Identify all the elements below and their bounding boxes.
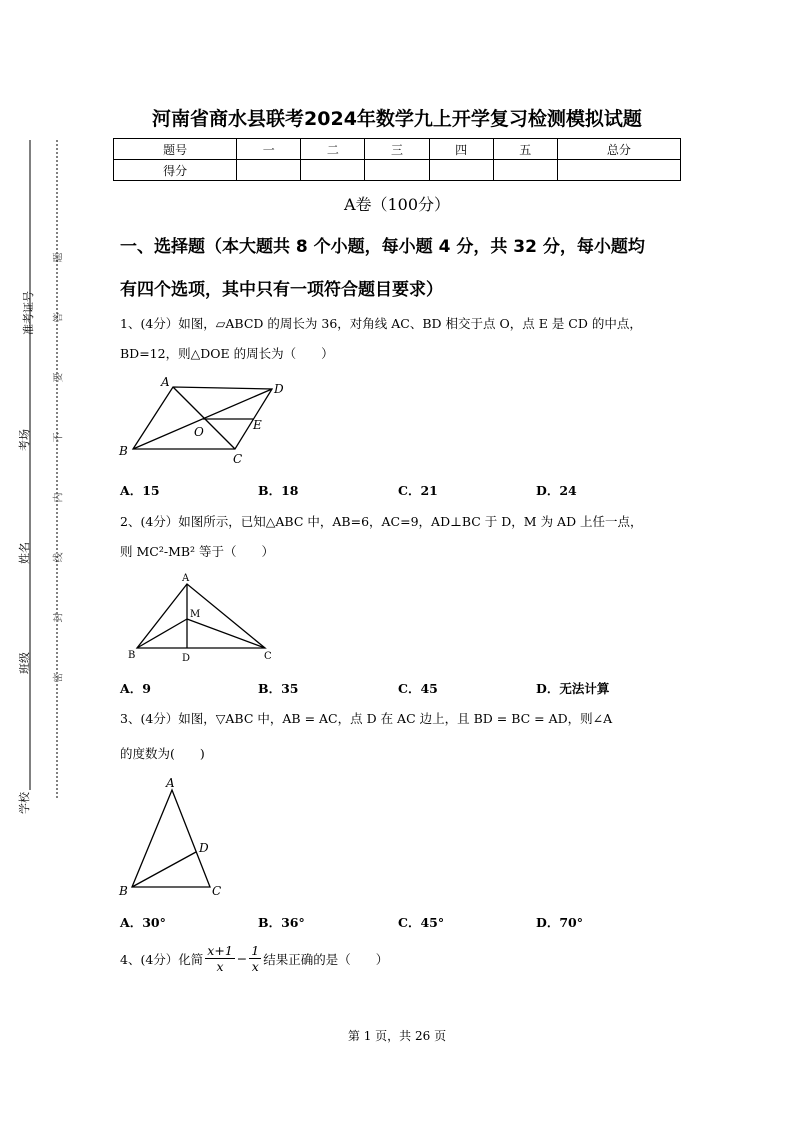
q1-label-a: A <box>161 375 170 389</box>
paper-title: A卷（100分） <box>343 195 451 214</box>
q2-option-d[interactable]: D．无法计算 <box>536 681 610 696</box>
q2-label-c: C <box>264 651 272 662</box>
section-heading-line1: 一、选择题（本大题共 8 个小题，每小题 4 分，共 32 分，每小题均 <box>120 237 645 257</box>
score-table-score-row <box>114 160 681 181</box>
score-cell[interactable] <box>429 160 493 181</box>
score-cell[interactable] <box>365 160 429 181</box>
q1-option-a[interactable]: A．15 <box>120 483 160 498</box>
q2-triangle-figure <box>120 570 280 664</box>
score-cell[interactable] <box>301 160 365 181</box>
q4-frac1-denominator: x <box>216 959 224 974</box>
score-cell[interactable] <box>557 160 680 181</box>
q3-triangle-figure <box>115 772 235 900</box>
binding-lines <box>0 0 80 830</box>
q1-label-e: E <box>253 418 262 432</box>
exam-room-label: 考场 <box>18 429 31 451</box>
q3-option-d[interactable]: D．70° <box>536 915 583 930</box>
q1-option-b[interactable]: B．18 <box>258 483 299 498</box>
score-row-label: 得分 <box>114 160 237 181</box>
q4-suffix: 结果正确的是（ ） <box>263 951 389 967</box>
score-header-cell: 二 <box>301 139 365 160</box>
q2-label-m: M <box>190 609 201 620</box>
q1-option-d[interactable]: D．24 <box>536 483 577 498</box>
seal-char: 答 <box>53 312 65 323</box>
score-header-cell: 一 <box>237 139 301 160</box>
school-label: 学校 <box>18 792 31 814</box>
score-header-cell: 五 <box>493 139 557 160</box>
q4-text <box>120 943 388 974</box>
q1-label-b: B <box>119 444 128 458</box>
q3-label-b: B <box>119 884 128 898</box>
seal-char: 不 <box>53 432 65 443</box>
q1-text-line2: BD=12，则△DOE 的周长为（ ） <box>120 346 334 361</box>
q1-parallelogram-figure <box>115 372 295 468</box>
class-label: 班级 <box>18 652 31 674</box>
q3-label-c: C <box>212 884 222 898</box>
q2-label-b: B <box>128 650 136 661</box>
q3-text-line2: 的度数为( ) <box>120 746 205 761</box>
seal-char: 密 <box>53 672 65 683</box>
q4-frac2-numerator: 1 <box>251 943 260 958</box>
score-header-cell: 题号 <box>114 139 237 160</box>
q2-option-c[interactable]: C．45 <box>398 681 438 696</box>
q2-text-line1: 2、(4分）如图所示，已知△ABC 中，AB=6，AC=9，AD⊥BC 于 D，M 为 AD 上任一点， <box>120 514 643 529</box>
name-label: 姓名 <box>18 542 31 564</box>
q4-fraction-2 <box>249 943 261 974</box>
score-cell[interactable] <box>237 160 301 181</box>
q2-label-d: D <box>182 653 191 664</box>
page-footer: 第 1 页，共 26 页 <box>347 1029 447 1043</box>
q1-label-d: D <box>274 382 284 396</box>
score-header-cell: 四 <box>429 139 493 160</box>
q2-label-a: A <box>182 573 190 584</box>
q2-option-a[interactable]: A．9 <box>120 681 151 696</box>
q1-label-o: O <box>194 425 204 439</box>
section-heading-line2: 有四个选项，其中只有一项符合题目要求） <box>120 280 443 300</box>
seal-char: 线 <box>53 552 65 563</box>
q4-frac2-denominator: x <box>251 959 259 974</box>
score-table-header-row <box>114 139 681 160</box>
q4-frac1-numerator: x+1 <box>207 943 233 958</box>
q3-option-a[interactable]: A．30° <box>120 915 166 930</box>
q3-option-b[interactable]: B．36° <box>258 915 305 930</box>
q4-minus: − <box>236 951 248 966</box>
q3-label-d: D <box>199 841 209 855</box>
seal-char: 要 <box>53 372 65 383</box>
seal-char: 封 <box>53 612 65 623</box>
q3-option-c[interactable]: C．45° <box>398 915 445 930</box>
seal-char: 内 <box>53 492 65 503</box>
q2-text-line2: 则 MC²-MB² 等于（ ） <box>120 544 275 559</box>
q2-option-b[interactable]: B．35 <box>258 681 299 696</box>
q3-text-line1: 3、(4分）如图，▽ABC 中，AB = AC，点 D 在 AC 边上，且 BD = BC = AD，则∠A <box>120 711 613 726</box>
q3-label-a: A <box>166 776 175 790</box>
score-header-cell: 总分 <box>557 139 680 160</box>
q4-prefix: 4、(4分）化简 <box>120 951 204 967</box>
q1-option-c[interactable]: C．21 <box>398 483 438 498</box>
q4-fraction-1 <box>205 943 234 974</box>
score-cell[interactable] <box>493 160 557 181</box>
q1-label-c: C <box>233 452 243 466</box>
q1-text-line1: 1、(4分）如图，▱ABCD 的周长为 36，对角线 AC、BD 相交于点 O，点 E 是 CD 的中点， <box>120 316 642 331</box>
score-table <box>113 138 681 181</box>
score-header-cell: 三 <box>365 139 429 160</box>
document-title: 河南省商水县联考2024年数学九上开学复习检测模拟试题 <box>152 108 642 130</box>
exam-number-label: 准考证号 <box>22 291 35 335</box>
seal-char: 题 <box>53 252 65 263</box>
